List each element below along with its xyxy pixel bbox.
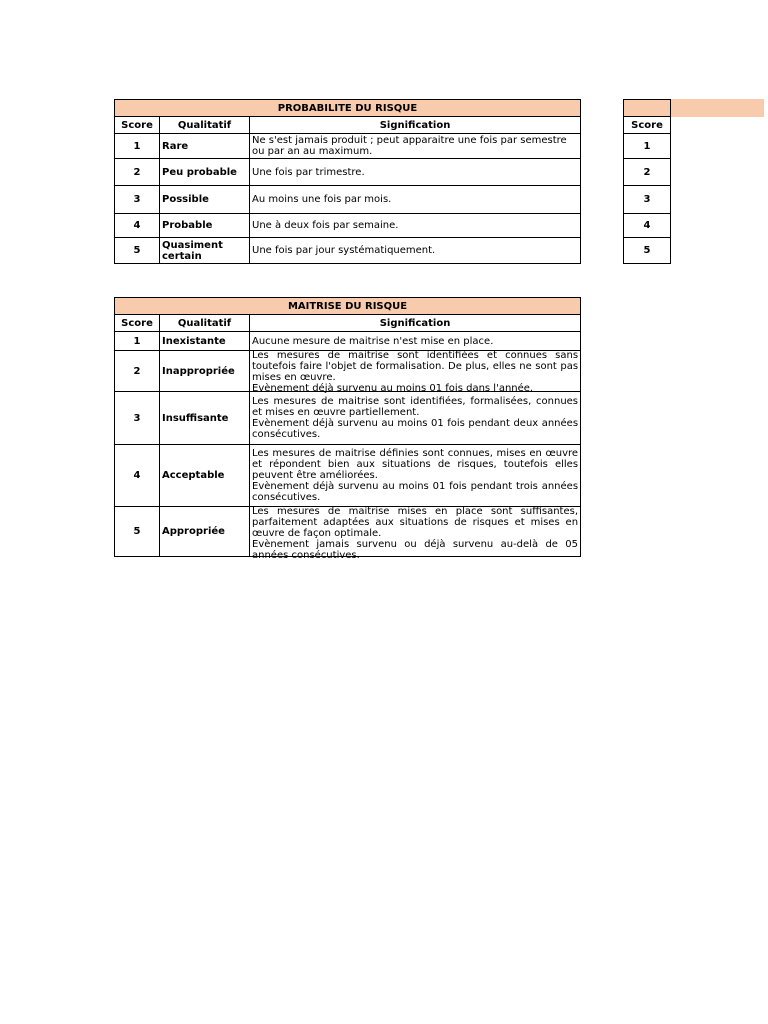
score-cell: 2 [115, 159, 160, 186]
maitrise-title: MAITRISE DU RISQUE [115, 298, 581, 315]
signification-cell: Les mesures de maitrise sont identifiées, formalisées, connues et mises en œuvre partiellement. Evènement déjà survenu au moins 01 fois pendant deux années consécutives. [252, 396, 579, 440]
table-row [115, 392, 581, 445]
probabilite-table [114, 99, 581, 264]
signification-cell: Au moins une fois par mois. [250, 186, 581, 214]
probabilite-title: PROBABILITE DU RISQUE [115, 100, 581, 117]
table-row [115, 214, 581, 238]
table-row [115, 186, 581, 214]
score-cell: 2 [115, 351, 160, 392]
right-score-table [623, 99, 671, 264]
signification-cell: Les mesures de maitrise sont identifiées et connues sans toutefois faire l'objet de formalisation. De plus, elles ne sont pas mises en œuvre. Evènement déjà survenu au moins 01 fois dans l'année. [252, 349, 579, 394]
header-qualitatif: Qualitatif [160, 315, 250, 332]
qualitatif-cell: Probable [160, 214, 250, 238]
qualitatif-cell: Possible [160, 186, 250, 214]
score-cell: 1 [115, 332, 160, 351]
right-score-cell: 5 [624, 238, 671, 264]
signification-cell: Les mesures de maitrise mises en place sont suffisantes, parfaitement adaptées aux situations de risques et mises en œuvre de façon optimale. Evènement jamais survenu ou déjà survenu au-delà de 05 années consécutives. [252, 505, 579, 561]
header-qualitatif: Qualitatif [160, 117, 250, 134]
score-cell: 3 [115, 392, 160, 445]
signification-cell: Une fois par trimestre. [250, 159, 581, 186]
right-score-cell: 4 [624, 214, 671, 238]
signification-cell: Une fois par jour systématiquement. [250, 238, 581, 264]
score-cell: 4 [115, 445, 160, 507]
table-row [115, 134, 581, 159]
table-row [115, 445, 581, 507]
right-header-band [669, 99, 764, 117]
header-signification: Signification [250, 117, 581, 134]
score-cell: 5 [115, 238, 160, 264]
right-title-cell [624, 100, 671, 117]
header-score: Score [115, 315, 160, 332]
right-header-score: Score [624, 117, 671, 134]
table-row [115, 238, 581, 264]
qualitatif-cell: Appropriée [160, 507, 250, 557]
qualitatif-cell: Inexistante [160, 332, 250, 351]
signification-cell: Aucune mesure de maitrise n'est mise en place. [250, 332, 581, 351]
header-signification: Signification [250, 315, 581, 332]
signification-cell: Ne s'est jamais produit ; peut apparaitre une fois par semestre ou par an au maximum. [250, 134, 581, 159]
right-score-cell: 2 [624, 159, 671, 186]
qualitatif-cell: Acceptable [160, 445, 250, 507]
signification-cell: Les mesures de maitrise définies sont connues, mises en œuvre et répondent bien aux situations de risques, toutefois elles peuvent être améliorées. Evènement déjà survenu au moins 01 fois pendant trois années consécutives. [252, 448, 579, 503]
qualitatif-cell: Quasiment certain [160, 238, 250, 264]
maitrise-table [114, 297, 581, 561]
score-cell: 3 [115, 186, 160, 214]
score-cell: 5 [115, 507, 160, 557]
qualitatif-cell: Insuffisante [160, 392, 250, 445]
table-row [115, 332, 581, 351]
signification-cell: Une à deux fois par semaine. [250, 214, 581, 238]
table-row [115, 159, 581, 186]
right-score-cell: 3 [624, 186, 671, 214]
qualitatif-cell: Inappropriée [160, 351, 250, 392]
right-score-cell: 1 [624, 134, 671, 159]
qualitatif-cell: Peu probable [160, 159, 250, 186]
score-cell: 4 [115, 214, 160, 238]
table-row [115, 507, 581, 557]
score-cell: 1 [115, 134, 160, 159]
qualitatif-cell: Rare [160, 134, 250, 159]
table-row [115, 351, 581, 392]
header-score: Score [115, 117, 160, 134]
